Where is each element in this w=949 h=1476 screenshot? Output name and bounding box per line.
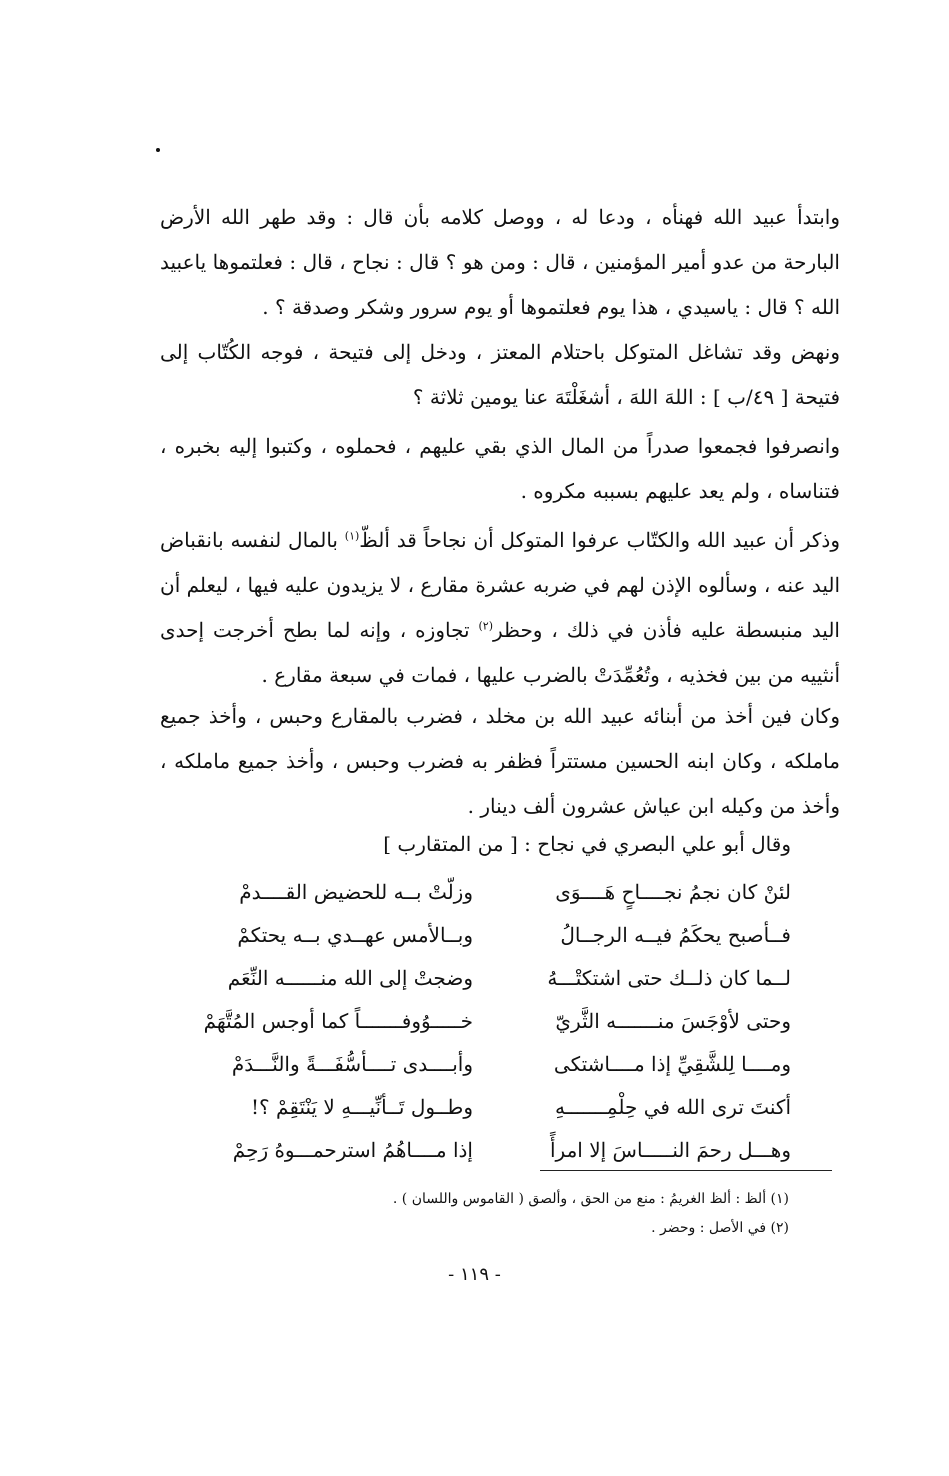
verse	[0, 872, 949, 915]
footnote-ref-2: (٢)	[478, 619, 493, 633]
verse-second-hemistich: خـــــوُوفـــــــاً كما أوجس المُتَّهَمْ	[203, 1009, 473, 1033]
verse-first-hemistich: لــما كان ذلــك حتى اشتكتْـــهُ	[547, 966, 791, 990]
poem-intro: وقال أبو علي البصري في نجاح : [ من المتقارب ]	[383, 832, 791, 856]
verse	[0, 1001, 949, 1044]
verse	[0, 958, 949, 1001]
verse-first-hemistich: وحتى لأوْجَسَ منـــــــه الثَّريّ	[555, 1009, 791, 1033]
footnote-1: (١) ألظ : ألظ الغريمُ : منع من الحق ، وألصق ( القاموس واللسان ) .	[392, 1191, 789, 1207]
footnotes	[393, 1185, 789, 1243]
verse-second-hemistich: وضجتْ إلى الله منــــــه النِّعَم	[227, 966, 473, 990]
footnote-separator	[540, 1170, 832, 1171]
verse-second-hemistich: وزلّتْ بــه للحضيض القــــدمْ	[239, 880, 473, 904]
verse-first-hemistich: أكنتَ ترى الله في حِلْمِـــــــهِ	[555, 1095, 791, 1119]
verse-second-hemistich: وبــالأمس عهــدي بــه يحتكمْ	[237, 923, 473, 947]
page-mark	[156, 148, 160, 152]
verse	[0, 1044, 949, 1087]
verse	[0, 915, 949, 958]
verse-first-hemistich: ومــــا لِلشَّقِيِّ إذا مــــاشتكى	[553, 1052, 791, 1076]
paragraph-4-part-2: بالمال لنفسه بانقباض اليد عنه ، وسألوه الإذن لهم في ضربه عشرة مقارع ، لا يزيدون عليه فيها ، ليعلم أن اليد منبسطة عليه فأذن في ذلك ، وحظر	[160, 528, 840, 642]
paragraph-4-part-1: وذكر أن عبيد الله والكتّاب عرفوا المتوكل أن نجاحاً قد ألظّ	[359, 528, 840, 552]
poem	[0, 872, 949, 1173]
verse-second-hemistich: وأبــــدى تــــأسُّفَـــةً والنَّـــدَمْ	[231, 1052, 473, 1076]
footnote-ref-1: (١)	[344, 529, 360, 543]
paragraph-2: ونهض وقد تشاغل المتوكل باحتلام المعتز ، ودخل إلى فتيحة ، فوجه الكُتّاب إلى فتيحة [ ٤٩/ب ] : اللهَ اللهَ ، أشغَلْتَهَ عنا يومين ثلاثة ؟	[160, 340, 840, 409]
paragraph-4-part-3: تجاوزه ، وإنه لما بطح أخرجت إحدى أنثييه من بين فخذيه ، وتُعُمِّدَتْ بالضرب عليها ، فمات في سبعة مقارع .	[160, 618, 840, 687]
footnote-2: (٢) في الأصل : وحضر .	[651, 1220, 789, 1236]
paragraph-3: وانصرفوا فجمعوا صدراً من المال الذي بقي عليهم ، فحملوه ، وكتبوا إليه بخبره ، فتناساه ، ولم يعد عليهم بسببه مكروه .	[160, 434, 840, 503]
verse	[0, 1130, 949, 1173]
paragraph-5: وكان فين أخذ من أبنائه عبيد الله بن مخلد ، فضرب بالمقارع وحبس ، وأخذ جميع ماملكه ، وكان ابنه الحسين مستتراً فظفر به فضرب وحبس ، وأخذ جميع ماملكه ، وأخذ من وكيله ابن عياش عشرون ألف دينار .	[160, 704, 840, 818]
paragraph-4	[160, 518, 840, 698]
verse-second-hemistich: إذا مــــاهُمُ استرحمـــوهُ رَحِمْ	[232, 1138, 473, 1162]
verse	[0, 1087, 949, 1130]
paragraph-1: وابتدأ عبيد الله فهنأه ، ودعا له ، ووصل كلامه بأن قال : وقد طهر الله الأرض البارحة من عدو أمير المؤمنين ، قال : ومن هو ؟ قال : نجاح ، قال : فعلتموها ياعبيد الله ؟ قال : ياسيدي ، هذا يوم فعلتموها أو يوم سرور وشكر وصدقة ؟ .	[160, 205, 840, 319]
verse-first-hemistich: وهـــل رحمَ النـــــاسَ إلا امرأً	[549, 1138, 791, 1162]
verse-first-hemistich: لئنْ كان نجمُ نجــــاحٍ هَــــوَى	[555, 880, 791, 904]
page-number: - ١١٩ -	[448, 1264, 501, 1285]
verse-first-hemistich: فــأصبح يحكَمُ فيــه الرجــالُ	[560, 923, 791, 947]
verse-second-hemistich: وطــول تَــأنِّيـــهِ لا يَنْتَقِمْ ؟!	[251, 1095, 473, 1119]
